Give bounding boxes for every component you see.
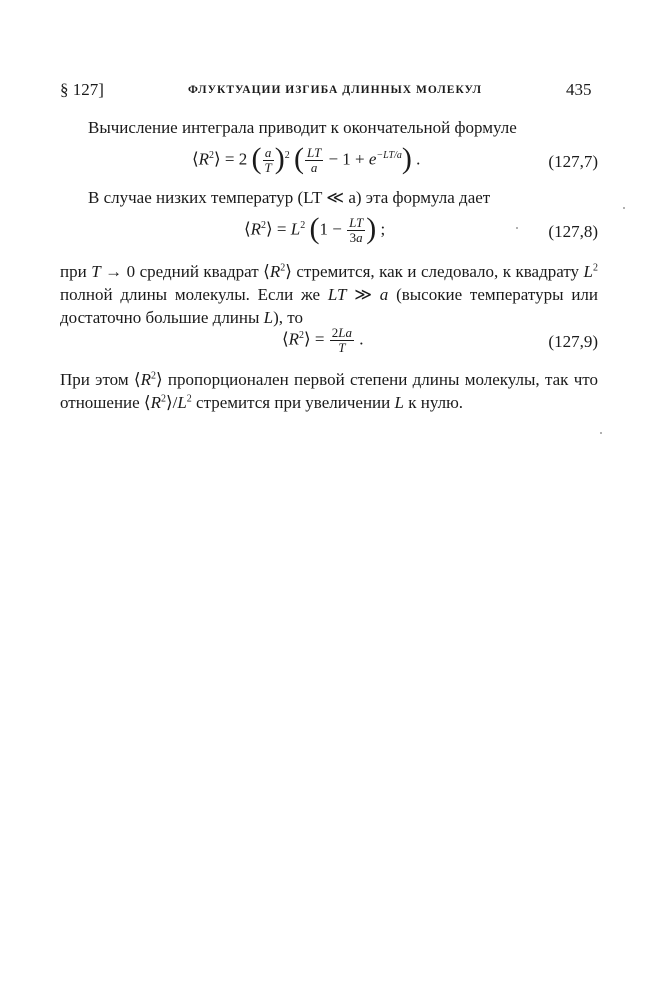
print-speck <box>516 227 518 229</box>
equation-127-7: $⟨R^2⟩ = 2$ ( $\frac{a}{T}$ )$^2$ ( $\frac{LT}{a}$ − $1 + e^{-LT/a}$) . <box>192 141 421 175</box>
equation-127-8: $⟨R^2⟩ = L^2$ (1 − $\frac{LT}{3a}$ ) ; <box>244 211 386 245</box>
equation-127-9: $⟨R^2⟩$ = $\frac{2La}{T}$ . <box>282 325 364 355</box>
paragraph-4: При этом $⟨R^2⟩$ пропорционален первой степени длины молекулы, так что отношение $⟨R^2⟩/L^2$ стремится при увеличении L к нулю. <box>60 370 598 412</box>
header-section: § 127] <box>60 80 104 99</box>
equation-number-127-7: (127,7) <box>548 152 598 171</box>
header-page-number: 435 <box>566 80 592 99</box>
equation-number-127-9: (127,9) <box>548 332 598 351</box>
paragraph-2: В случае низких температур (LT ≪ a) эта формула дает <box>88 188 491 207</box>
paragraph-3: при T → 0 средний квадрат $⟨R^2⟩$ стремится, как и следовало, к квадрату $L^2$ полной длины молекулы. Если же LT ≫ a (высокие температуры или достаточно большие длины L), то <box>60 262 598 327</box>
paragraph-1: Вычисление интеграла приводит к окончательной формуле <box>88 118 517 137</box>
print-speck <box>623 207 625 209</box>
print-speck <box>600 432 602 434</box>
equation-number-127-8: (127,8) <box>548 222 598 241</box>
header-title: ФЛУКТУАЦИИ ИЗГИБА ДЛИННЫХ МОЛЕКУЛ <box>188 84 483 96</box>
